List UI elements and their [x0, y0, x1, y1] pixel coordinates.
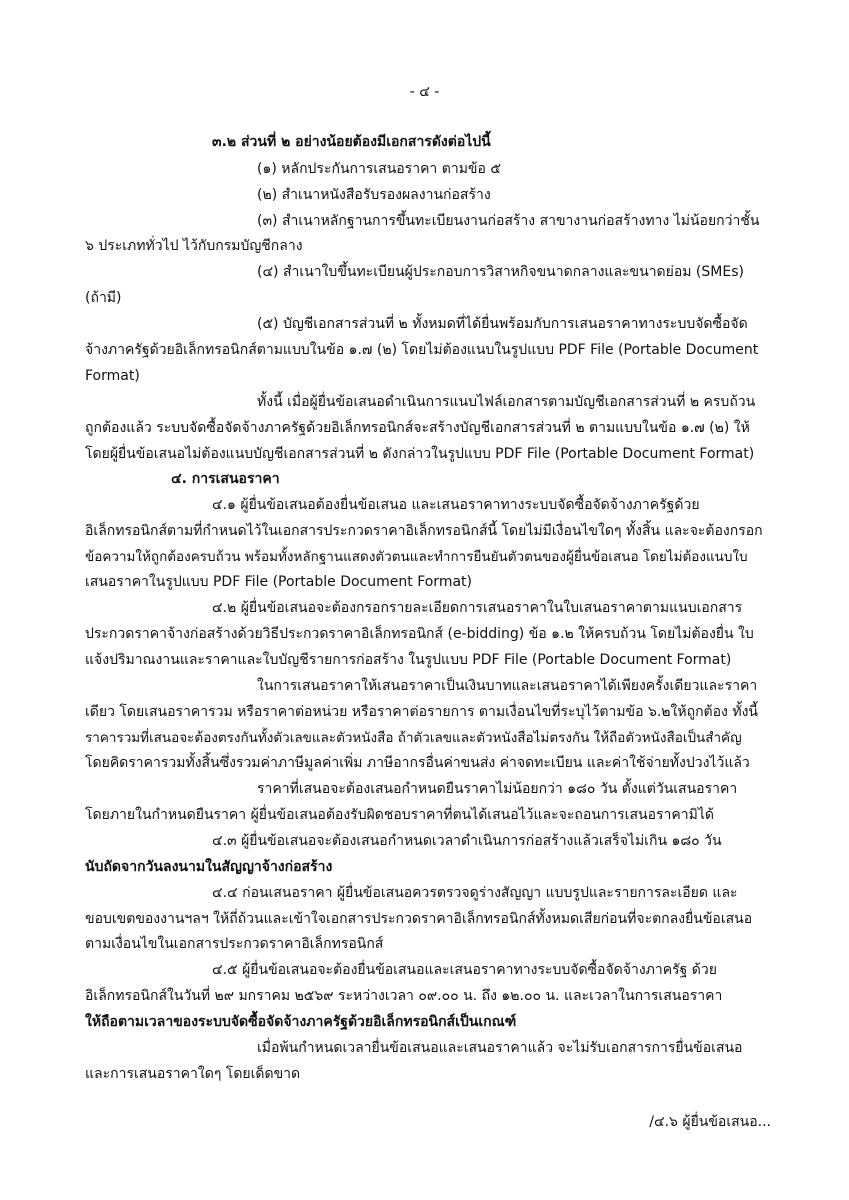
text-line: ในการเสนอราคาให้เสนอราคาเป็นเงินบาทและเสนอราคาได้เพียงครั้งเดียวและราคา: [257, 678, 758, 694]
section-4-heading: ๔. การเสนอราคา: [171, 471, 280, 487]
text-line: ราคาที่เสนอจะต้องเสนอกำหนดยืนราคาไม่น้อยกว่า ๑๘๐ วัน ตั้งแต่วันเสนอราคา: [257, 781, 738, 797]
text-line: โดยผู้ยื่นข้อเสนอไม่ต้องแนบบัญชีเอกสารส่วนที่ ๒ ดังกล่าวในรูปแบบ PDF File (Portable Document Format): [85, 446, 755, 462]
text-line: และการเสนอราคาใดๆ โดยเด็ดขาด: [85, 1066, 301, 1082]
list-item: (๔) สำเนาใบขึ้นทะเบียนผู้ประกอบการวิสาหกิจขนาดกลางและขนาดย่อม (SMEs): [257, 264, 744, 280]
list-item: (๕) บัญชีเอกสารส่วนที่ ๒ ทั้งหมดที่ได้ยื่นพร้อมกับการเสนอราคาทางระบบจัดซื้อจัด: [257, 316, 748, 332]
text-line: ถูกต้องแล้ว ระบบจัดซื้อจัดจ้างภาครัฐด้วยอิเล็กทรอนิกส์จะสร้างบัญชีเอกสารส่วนที่ ๒ ตามแบบในข้อ ๑.๗ (๒) ให้: [85, 420, 750, 436]
text-line: ๔.๔ ก่อนเสนอราคา ผู้ยื่นข้อเสนอควรตรวจดูร่างสัญญา แบบรูปและรายการละเอียด และ: [212, 885, 738, 901]
text-line: ๔.๒ ผู้ยื่นข้อเสนอจะต้องกรอกรายละเอียดการเสนอราคาในใบเสนอราคาตามแนบเอกสาร: [212, 600, 743, 616]
text-line: ให้ถือตามเวลาของระบบจัดซื้อจัดจ้างภาครัฐด้วยอิเล็กทรอนิกส์เป็นเกณฑ์: [85, 1014, 517, 1030]
text-line: ๔.๑ ผู้ยื่นข้อเสนอต้องยื่นข้อเสนอ และเสนอราคาทางระบบจัดซื้อจัดจ้างภาครัฐด้วย: [212, 497, 700, 513]
text-line: อิเล็กทรอนิกส์ในวันที่ ๒๙ มกราคม ๒๕๖๙ ระหว่างเวลา ๐๙.๐๐ น. ถึง ๑๒.๐๐ น. และเวลาในการเสนอราคา: [85, 988, 723, 1004]
section-3-2-heading: ๓.๒ ส่วนที่ ๒ อย่างน้อยต้องมีเอกสารดังต่อไปนี้: [212, 134, 491, 150]
text-line: เมื่อพ้นกำหนดเวลายื่นข้อเสนอและเสนอราคาแล้ว จะไม่รับเอกสารการยื่นข้อเสนอ: [257, 1040, 743, 1056]
continuation-footer: /๔.๖ ผู้ยื่นข้อเสนอ...: [649, 1114, 771, 1130]
text-line: แจ้งปริมาณงานและราคาและใบบัญชีรายการก่อสร้าง ในรูปแบบ PDF File (Portable Document Format): [85, 652, 732, 668]
text-line: จ้างภาครัฐด้วยอิเล็กทรอนิกส์ตามแบบในข้อ ๑.๗ (๒) โดยไม่ต้องแนบในรูปแบบ PDF File (Portable Document: [85, 342, 759, 358]
text-line: (ถ้ามี): [85, 290, 122, 306]
text-line: โดยภายในกำหนดยืนราคา ผู้ยื่นข้อเสนอต้องรับผิดชอบราคาที่ตนได้เสนอไว้และจะถอนการเสนอราคามิได้: [85, 807, 714, 823]
page-number: - ๔ -: [409, 84, 440, 100]
text-line: ๔.๓ ผู้ยื่นข้อเสนอจะต้องเสนอกำหนดเวลาดำเนินการก่อสร้างแล้วเสร็จไม่เกิน ๑๘๐ วัน: [212, 833, 722, 849]
text-line: Format): [85, 368, 140, 384]
text-line: ข้อความให้ถูกต้องครบถ้วน พร้อมทั้งหลักฐานแสดงตัวตนและทำการยืนยันตัวตนของผู้ยื่นข้อเสนอ โดยไม่ต้องแนบใบ: [85, 549, 748, 565]
text-line: ราคารวมที่เสนอจะต้องตรงกันทั้งตัวเลขและตัวหนังสือ ถ้าตัวเลขและตัวหนังสือไม่ตรงกัน ให้ถือตัวหนังสือเป็นสำคัญ: [85, 730, 742, 746]
text-line: อิเล็กทรอนิกส์ตามที่กำหนดไว้ในเอกสารประกวดราคาอิเล็กทรอนิกส์นี้ โดยไม่มีเงื่อนไขใดๆ ทั้งสิ้น และจะต้องกรอก: [85, 523, 763, 539]
list-item: (๑) หลักประกันการเสนอราคา ตามข้อ ๕: [257, 161, 501, 177]
list-item: (๓) สำเนาหลักฐานการขึ้นทะเบียนงานก่อสร้าง สาขางานก่อสร้างทาง ไม่น้อยกว่าชั้น: [257, 213, 760, 229]
list-item: (๒) สำเนาหนังสือรับรองผลงานก่อสร้าง: [257, 187, 491, 203]
text-line: ตามเงื่อนไขในเอกสารประกวดราคาอิเล็กทรอนิกส์: [85, 936, 384, 952]
text-line: โดยคิดราคารวมทั้งสิ้นซึ่งรวมค่าภาษีมูลค่าเพิ่ม ภาษีอากรอื่นค่าขนส่ง ค่าจดทะเบียน และค่าใช้จ่ายทั้งปวงไว้แล้ว: [85, 755, 750, 771]
text-line: ๖ ประเภททั่วไป ไว้กับกรมบัญชีกลาง: [85, 238, 303, 254]
text-line: เดียว โดยเสนอราคารวม หรือราคาต่อหน่วย หรือราคาต่อรายการ ตามเงื่อนไขที่ระบุไว้ตามข้อ ๖.๒ให้ถูกต้อง ทั้งนี้: [85, 704, 758, 720]
text-line: ประกวดราคาจ้างก่อสร้างด้วยวิธีประกวดราคาอิเล็กทรอนิกส์ (e-bidding) ข้อ ๑.๒ ให้ครบถ้วน โดยไม่ต้องยื่น ใบ: [85, 626, 754, 642]
text-line: ทั้งนี้ เมื่อผู้ยื่นข้อเสนอดำเนินการแนบไฟล์เอกสารตามบัญชีเอกสารส่วนที่ ๒ ครบถ้วน: [257, 394, 756, 410]
text-line: นับถัดจากวันลงนามในสัญญาจ้างก่อสร้าง: [85, 859, 333, 875]
text-line: เสนอราคาในรูปแบบ PDF File (Portable Document Format): [85, 574, 472, 590]
text-line: ขอบเขตของงานฯลฯ ให้ถี่ถ้วนและเข้าใจเอกสารประกวดราคาอิเล็กทรอนิกส์ทั้งหมดเสียก่อนที่จะตกลงยื่นข้อเสนอ: [85, 911, 753, 927]
text-line: ๔.๕ ผู้ยื่นข้อเสนอจะต้องยื่นข้อเสนอและเสนอราคาทางระบบจัดซื้อจัดจ้างภาครัฐ ด้วย: [212, 962, 717, 978]
